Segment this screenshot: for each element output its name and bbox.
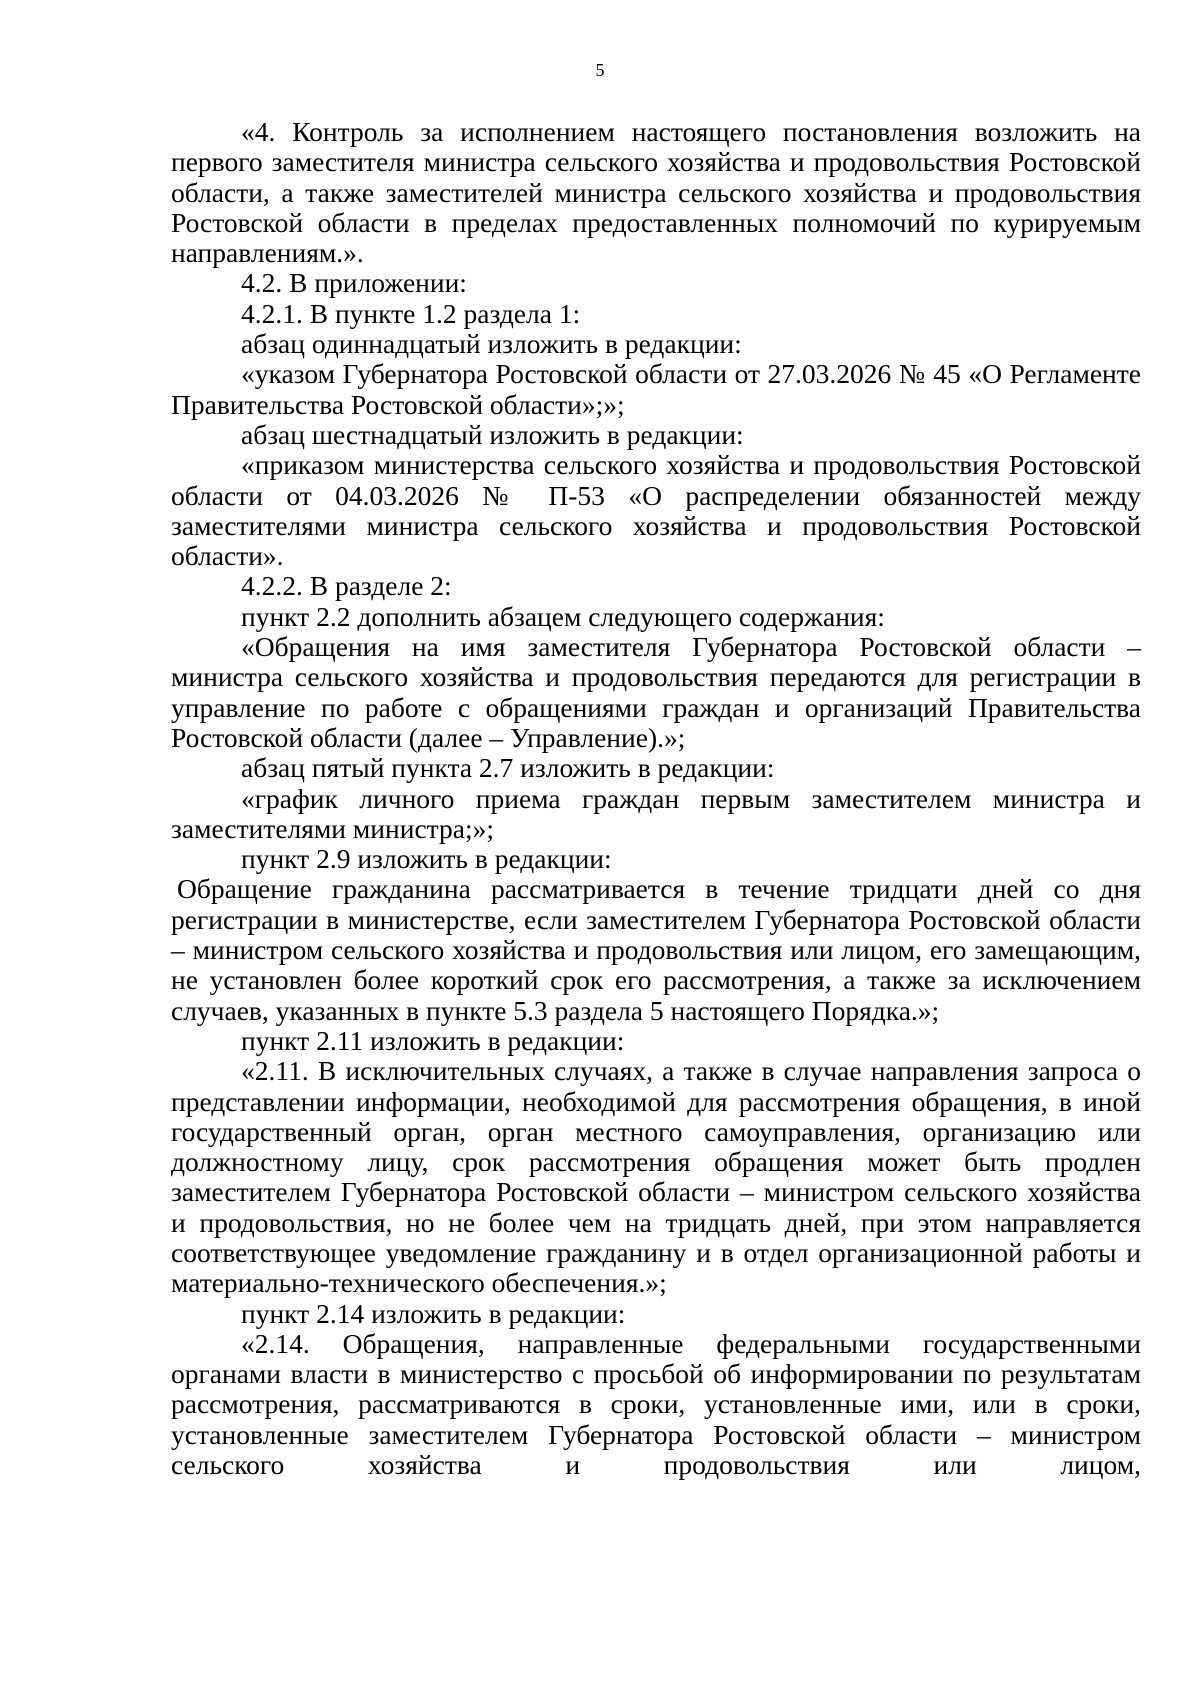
paragraph-abzac-16-text: «приказом министерства сельского хозяйства и продовольствия Ростовской области от 04.03.2026 № П-53 «О распределении обязанностей между заместителями министра сельского хозяйства и продовольствия Ростовской области». [171,449,1141,572]
paragraph-2-14-text: «2.14. Обращения, направленные федеральными государственными органами власти в министерство с просьбой об информировании по результатам рассмотрения, рассматриваются в сроки, установленные ими, или в сроки, установленные заместителем Губернатора Ростовской области – министром сельского хозяйства и продовольствия или лицом, [171,1327,1141,1481]
paragraph-abzac-11-text: «указом Губернатора Ростовской области от 27.03.2026 № 45 «О Регламенте Правительства Ростовской области»;»; [171,358,1141,420]
paragraph-2-7-heading: абзац пятый пункта 2.7 изложить в редакции: [241,752,775,784]
paragraph-2-11-heading: пункт 2.11 изложить в редакции: [241,1024,625,1056]
document-body [171,117,1141,1480]
paragraph-2-9-heading: пункт 2.9 изложить в редакции: [241,843,612,875]
paragraph-2-11-text: «2.11. В исключительных случаях, а также в случае направления запроса о представлении информации, необходимой для рассмотрения обращения, в иной государственный орган, орган местного самоуправления, организацию или должностному лицу, срок рассмотрения обращения может быть продлен заместителем Губернатора Ростовской области – министром сельского хозяйства и продовольствия, но не более чем на тридцать дней, при этом направляется соответствующее уведомление гражданину и в отдел организационной работы и материально-технического обеспечения.»; [171,1055,1141,1299]
paragraph-control-clause: «4. Контроль за исполнением настоящего постановления возложить на первого заместителя министра сельского хозяйства и продовольствия Ростовской области, а также заместителей министра сельского хозяйства и продовольствия Ростовской области в пределах предоставленных полномочий по курируемым направлениям.». [171,116,1141,269]
paragraph-4-2-2: 4.2.2. В разделе 2: [241,570,452,602]
paragraph-4-2: 4.2. В приложении: [241,267,467,299]
page-number: 5 [595,60,605,80]
paragraph-abzac-11-heading: абзац одиннадцатый изложить в редакции: [241,328,742,360]
paragraph-2-7-text: «график личного приема граждан первым заместителем министра и заместителями министра;»; [171,782,1141,844]
paragraph-2-9-text: Обращение гражданина рассматривается в течение тридцати дней со дня регистрации в министерстве, если заместителем Губернатора Ростовской области – министром сельского хозяйства и продовольствия или лицом, его замещающим, не установлен более короткий срок его рассмотрения, а также за исключением случаев, указанных в пункте 5.3 раздела 5 настоящего Порядка.»; [171,873,1141,1026]
paragraph-2-2-text: «Обращения на имя заместителя Губернатора Ростовской области – министра сельского хозяйства и продовольствия передаются для регистрации в управление по работе с обращениями граждан и организаций Правительства Ростовской области (далее – Управление).»; [171,631,1141,753]
paragraph-4-2-1: 4.2.1. В пункте 1.2 раздела 1: [241,297,581,329]
paragraph-2-14-heading: пункт 2.14 изложить в редакции: [241,1297,626,1329]
paragraph-2-2-heading: пункт 2.2 дополнить абзацем следующего содержания: [241,600,885,632]
paragraph-abzac-16-heading: абзац шестнадцатый изложить в редакции: [241,418,744,450]
